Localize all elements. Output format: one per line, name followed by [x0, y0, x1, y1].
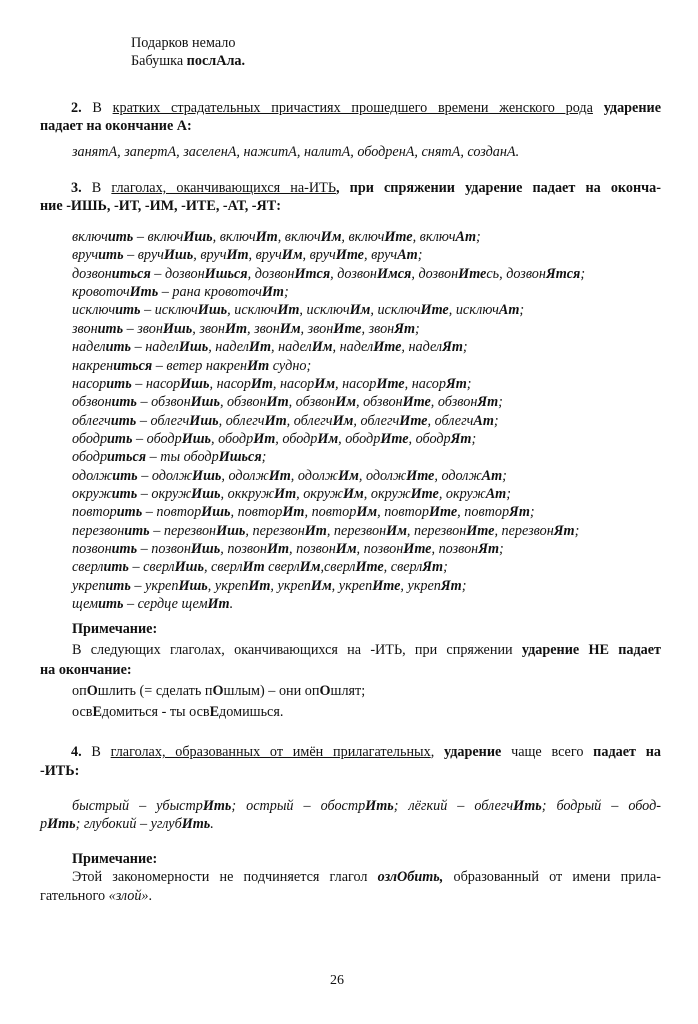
stressed-ending: Ите [333, 320, 362, 337]
verb-text: ; [502, 467, 507, 484]
verb-text: ободр [72, 449, 108, 466]
stressed-ending: Ите [373, 339, 402, 356]
verb-text: , облегч [218, 412, 265, 429]
verb-text: , надел [208, 339, 249, 356]
verb-text: , дозвон [247, 265, 295, 282]
verb-example-line [72, 577, 466, 595]
stressed-ending: Ит [274, 485, 297, 502]
stressed-ending: Ишь [162, 320, 193, 337]
verb-text: накрен [72, 357, 114, 374]
verb-text: перезвон [72, 522, 125, 539]
note-1-example-1: опОшлить (= сделать пОшлым) – они опОшлят; [72, 683, 366, 699]
stressed-ending: Ит [250, 375, 273, 392]
verb-text: ; [443, 559, 448, 576]
stressed-ending: Ит [253, 430, 276, 447]
stressed-ending: Им [314, 375, 336, 392]
verb-text: обзвон [72, 394, 112, 411]
stressed-ending: Ишь [201, 504, 231, 521]
rule-2-line-2: падает на окончание А: [40, 118, 192, 134]
stressed-ending: Ит [226, 247, 249, 264]
verb-text: повтор [72, 504, 117, 521]
verb-text: , исключ [370, 302, 421, 319]
verb-example-line [72, 375, 472, 393]
stressed-ending: Ишь [190, 541, 221, 557]
stressed-ending: ить [107, 430, 133, 447]
verb-text: – рана кровоточ [158, 284, 262, 301]
stressed-ending: Ит [207, 596, 230, 612]
verb-text: укреп [72, 577, 106, 594]
verb-text: , насор [209, 375, 251, 392]
stressed-ending: Ите [376, 375, 405, 392]
stressed-ending: Ишь [178, 339, 209, 356]
stressed-ending: Им [279, 320, 301, 337]
stressed-ending: ить [111, 541, 138, 557]
verb-text: ; [462, 339, 468, 356]
stressed-ending: Им [332, 412, 354, 429]
stressed-ending: Ишь [163, 247, 194, 264]
verb-text: , исключ [448, 302, 499, 319]
stressed-ending: ить [110, 412, 137, 429]
stressed-ending: ить [116, 504, 143, 521]
stressed-ending: Ятся [545, 265, 581, 282]
stressed-ending: Им [349, 302, 371, 319]
stressed-ending: Ите [380, 430, 409, 447]
stressed-ending: Им [356, 504, 378, 521]
verb-text: ; [493, 412, 499, 429]
verb-text: , сверл [203, 559, 243, 576]
verb-text: , перезвон [406, 522, 467, 539]
verb-text: – сердце щем [123, 596, 208, 612]
verb-text: , вруч [363, 247, 398, 264]
stressed-ending: Ите [403, 541, 432, 557]
stressed-ending: Ит [304, 522, 327, 539]
rule-2-examples: занятА, запертА, заселенА, нажитА, налитА, ободренА, снятА, созданА. [72, 144, 520, 160]
verb-text: ; [580, 265, 586, 282]
stressed-ending: Ите [420, 302, 449, 319]
verb-example-line [72, 301, 524, 319]
rule-4-examples-2: рИть; глубокий – углубИть. [40, 816, 214, 832]
stressed-ending: Ит [248, 339, 271, 356]
note-2-line-1: Этой закономерности не подчиняется глагол озлОбить, образованный от имени прила- [72, 869, 661, 885]
stressed-ending: Им [281, 247, 303, 264]
verb-text: щем [72, 596, 99, 612]
stressed-ending: Ите [428, 504, 458, 521]
poem-line-1: Подарков немало [131, 35, 236, 51]
stressed-ending: Ят [450, 430, 472, 447]
verb-text: одолж [72, 467, 113, 484]
rule-2-line-1: 2. В кратких страдательных причастиях прошедшего времени женского рода ударение [71, 100, 661, 116]
stressed-ending: ить [112, 467, 138, 484]
stressed-ending: Ите [406, 467, 435, 484]
stressed-ending: Им [317, 430, 339, 447]
stressed-ending: Ят [553, 522, 575, 539]
verb-text: – ветер накрен [152, 357, 248, 374]
verb-text: , одолж [221, 467, 269, 484]
verb-text: – повтор [142, 504, 202, 521]
verb-text: , укреп [270, 577, 311, 594]
stressed-ending: Ит [255, 229, 278, 245]
verb-text: , позвон [431, 541, 479, 557]
verb-text: – обзвон [136, 394, 191, 411]
verb-text: – перезвон [149, 522, 217, 539]
stressed-ending: Ите [458, 265, 487, 282]
stressed-ending: Ите [335, 247, 364, 264]
verb-text: , вруч [193, 247, 227, 264]
note-2-line-2: гательного «злой». [40, 888, 153, 904]
stressed-ending: Ишь [183, 229, 213, 245]
verb-text: ; [574, 522, 580, 539]
stressed-ending: иться [111, 265, 151, 282]
verb-text: , обзвон [430, 394, 478, 411]
stressed-ending: Ат [485, 485, 507, 502]
stressed-ending: иться [107, 449, 147, 466]
stressed-ending: Имся [376, 265, 412, 282]
verb-text: – сверл [128, 559, 175, 576]
verb-text: ; [529, 504, 535, 521]
verb-text: – укреп [130, 577, 179, 594]
stressed-ending: ить [105, 339, 132, 356]
stressed-ending: иться [113, 357, 153, 374]
verb-text: , звон [361, 320, 395, 337]
stressed-ending: Ите [466, 522, 495, 539]
verb-text: ободр [72, 430, 108, 447]
stressed-ending: Ишь [192, 467, 222, 484]
verb-text: ; [499, 541, 504, 557]
verb-text: , насор [335, 375, 377, 392]
note-1-line-2: на окончание: [40, 662, 132, 678]
verb-text: ; [261, 449, 267, 466]
stressed-ending: ить [107, 229, 134, 245]
verb-text: – облегч [136, 412, 190, 429]
verb-example-line [72, 448, 266, 466]
verb-text: ; [498, 394, 503, 411]
verb-text: , перезвон [245, 522, 305, 539]
stressed-ending: Ят [442, 339, 463, 356]
verb-text: сверл [72, 559, 104, 576]
verb-text: ; [283, 284, 289, 301]
verb-text: , облегч [427, 412, 474, 429]
note-2-heading: Примечание: [72, 851, 158, 867]
stressed-ending: Ить [129, 284, 159, 301]
verb-example-line [72, 467, 507, 485]
verb-text: , укреп [400, 577, 441, 594]
stressed-ending: Ят [440, 577, 462, 594]
verb-example-line [72, 503, 535, 521]
verb-text: кровоточ [72, 284, 130, 301]
note-1-example-2: освЕдомиться - ты освЕдомишься. [72, 704, 284, 720]
verb-text: , звон [300, 320, 334, 337]
verb-text: , позвон [289, 541, 336, 557]
stressed-ending: Ишь [191, 485, 221, 502]
poem-line-2: Бабушка послАла. [131, 53, 246, 69]
verb-example-line [72, 595, 233, 613]
stressed-ending: Ите [355, 559, 384, 576]
verb-text: дозвон [72, 265, 112, 282]
verb-text: , окруж [438, 485, 486, 502]
stressed-ending: Ишь [189, 412, 219, 429]
verb-text: , исключ [227, 302, 278, 319]
stressed-ending: Ится [294, 265, 331, 282]
stressed-ending: ить [111, 485, 138, 502]
verb-text: , повтор [304, 504, 357, 521]
verb-text: , надел [401, 339, 443, 356]
verb-example-line [72, 357, 311, 375]
verb-text: – звон [123, 320, 163, 337]
verb-example-line [72, 246, 422, 264]
stressed-ending: Ят [509, 504, 530, 521]
stressed-ending: Ишь [174, 559, 204, 576]
verb-text: , дозвон [411, 265, 459, 282]
verb-text: ; [466, 375, 472, 392]
verb-text: , надел [271, 339, 312, 356]
verb-text: ; [471, 430, 477, 447]
verb-text: ; [417, 247, 423, 264]
verb-text: , позвон [356, 541, 404, 557]
rule-3-line-2: ние -ИШЬ, -ИТ, -ИМ, -ИТЕ, -АТ, -ЯТ: [40, 198, 281, 214]
note-1-heading: Примечание: [72, 621, 158, 637]
stressed-ending: Ят [394, 320, 416, 337]
verb-text: , звон [247, 320, 280, 337]
stressed-ending: Ит [247, 357, 270, 374]
stressed-ending: ить [115, 302, 141, 319]
verb-text: , обзвон [288, 394, 336, 411]
stressed-ending: Ишь [197, 302, 228, 319]
verb-example-line [72, 558, 448, 576]
verb-text: включ [72, 229, 108, 245]
stressed-ending: ить [124, 522, 150, 539]
verb-example-line [72, 540, 504, 558]
verb-text: – окруж [137, 485, 192, 502]
stressed-ending: ить [111, 394, 137, 411]
stressed-ending: Ят [478, 541, 500, 557]
stressed-ending: Ат [397, 247, 418, 264]
verb-text: , одолж [434, 467, 482, 484]
verb-text: , вруч [248, 247, 282, 264]
verb-text: позвон [72, 541, 112, 557]
stressed-ending: Ите [384, 229, 413, 245]
verb-text: , повтор [377, 504, 429, 521]
verb-text: , ободр [408, 430, 451, 447]
verb-example-line [72, 338, 468, 356]
verb-text: , насор [272, 375, 315, 392]
verb-example-line [72, 522, 579, 540]
verb-text: исключ [72, 302, 116, 319]
rule-4-line-2: -ИТЬ: [40, 763, 80, 779]
stressed-ending: Ат [473, 412, 494, 429]
verb-text: – надел [131, 339, 179, 356]
stressed-ending: ить [106, 375, 132, 392]
verb-text: ; [506, 485, 511, 502]
verb-text: ,сверл [320, 559, 356, 576]
stressed-ending: ить [97, 320, 124, 337]
stressed-ending: Им [338, 467, 359, 484]
verb-text: , ободр [338, 430, 381, 447]
stressed-ending: Им [335, 541, 357, 557]
verb-text: , повтор [230, 504, 283, 521]
stressed-ending: Ат [455, 229, 477, 245]
stressed-ending: Им [386, 522, 407, 539]
verb-text: облегч [72, 412, 111, 429]
verb-text: насор [72, 375, 107, 392]
page-number: 26 [330, 973, 344, 988]
verb-text: окруж [72, 485, 112, 502]
stressed-ending: Ит [224, 320, 248, 337]
stressed-ending: Ите [410, 485, 439, 502]
verb-text: , исключ [299, 302, 350, 319]
verb-example-line [72, 485, 511, 503]
verb-text: , облегч [353, 412, 400, 429]
stressed-ending: Ит [266, 541, 290, 557]
stressed-ending: Ят [477, 394, 499, 411]
stressed-ending: ить [103, 559, 129, 576]
stressed-ending: Ишь [180, 375, 210, 392]
verb-example-line [72, 393, 503, 411]
verb-text: , повтор [457, 504, 510, 521]
verb-text: , окруж [363, 485, 411, 502]
verb-text: , включ [412, 229, 456, 245]
stressed-ending: Им [310, 577, 332, 594]
verb-example-line [72, 228, 481, 246]
verb-text: , ободр [275, 430, 318, 447]
stressed-ending: Ишь [178, 577, 208, 594]
stressed-ending: Ишься [204, 265, 248, 282]
verb-text: – одолж [137, 467, 193, 484]
verb-text: , одолж [358, 467, 407, 484]
stressed-ending: Ите [372, 577, 401, 594]
verb-text: , обзвон [355, 394, 403, 411]
verb-text: – исключ [140, 302, 198, 319]
verb-text: ; [415, 320, 420, 337]
verb-text: сь, дозвон [486, 265, 546, 282]
stressed-ending: Им [320, 229, 342, 245]
stressed-ending: Ит [242, 559, 265, 576]
stressed-ending: Ат [481, 467, 503, 484]
verb-text: , перезвон [326, 522, 387, 539]
verb-text: – включ [133, 229, 184, 245]
verb-text: надел [72, 339, 106, 356]
stressed-ending: Ишься [218, 449, 262, 466]
verb-text: , сверл [383, 559, 423, 576]
verb-text: , обзвон [219, 394, 267, 411]
note-1-line-1: В следующих глаголах, оканчивающихся на -ИТЬ, при спряжении ударение НЕ падает [72, 642, 662, 658]
stressed-ending: Ит [261, 284, 284, 301]
verb-example-line [72, 283, 289, 301]
verb-example-line [72, 320, 420, 338]
verb-text: , облегч [286, 412, 333, 429]
verb-text: – ты ободр [146, 449, 219, 466]
stressed-ending: ить [98, 247, 124, 264]
verb-text: , ободр [211, 430, 254, 447]
stressed-ending: Ите [399, 412, 428, 429]
stressed-ending: Ит [282, 504, 305, 521]
rule-4-examples-1: быстрый – убыстрИть; острый – обострИть; лёгкий – облегчИть; бодрый – обод- [72, 798, 661, 814]
stressed-ending: Ит [266, 394, 289, 411]
verb-text: , звон [192, 320, 225, 337]
stressed-ending: Ишь [181, 430, 212, 447]
verb-text: сверл [264, 559, 300, 576]
stressed-ending: Ят [445, 375, 467, 392]
stressed-ending: Ишь [190, 394, 220, 411]
stressed-ending: Ит [248, 577, 271, 594]
verb-text: , включ [277, 229, 321, 245]
verb-example-line [72, 430, 476, 448]
verb-text: – ободр [132, 430, 182, 447]
stressed-ending: Ят [422, 559, 444, 576]
stressed-ending: Ит [268, 467, 291, 484]
rule-4-line-1: 4. В глаголах, образованных от имён прилагательных, ударение чаще всего падает на [71, 744, 661, 760]
stressed-ending: Ишь [216, 522, 246, 539]
verb-example-line [72, 265, 585, 283]
verb-text: , вруч [302, 247, 336, 264]
verb-text: – позвон [137, 541, 191, 557]
stressed-ending: Им [342, 485, 364, 502]
verb-text: , включ [341, 229, 385, 245]
rule-3-line-1: 3. В глаголах, оканчивающихся на-ИТЬ, при спряжении ударение падает на оконча- [71, 180, 662, 196]
verb-text: , перезвон [494, 522, 554, 539]
verb-text: , дозвон [330, 265, 377, 282]
stressed-ending: Им [311, 339, 333, 356]
stressed-ending: Ите [402, 394, 431, 411]
stressed-ending: ить [105, 577, 131, 594]
verb-text: ; [476, 229, 481, 245]
verb-text: ; [519, 302, 525, 319]
verb-text: – вруч [123, 247, 164, 264]
stressed-ending: Ит [277, 302, 300, 319]
verb-text: – насор [131, 375, 181, 392]
stressed-ending: Им [299, 559, 321, 576]
verb-text: , оккруж [220, 485, 275, 502]
verb-example-line [72, 412, 499, 430]
verb-text: , позвон [220, 541, 267, 557]
verb-text: , включ [212, 229, 256, 245]
verb-text: , укреп [331, 577, 373, 594]
verb-text: звон [72, 320, 98, 337]
stressed-ending: Им [335, 394, 356, 411]
verb-text: вруч [72, 247, 99, 264]
verb-text: . [229, 596, 234, 612]
verb-text: ; [461, 577, 467, 594]
verb-text: , надел [332, 339, 374, 356]
verb-text: , окруж [296, 485, 343, 502]
verb-text: , укреп [207, 577, 249, 594]
verb-text: , одолж [290, 467, 339, 484]
verb-text: , насор [404, 375, 446, 392]
verb-text: судно; [269, 357, 312, 374]
stressed-ending: ить [98, 596, 124, 612]
verb-text: – дозвон [150, 265, 205, 282]
stressed-ending: Ит [264, 412, 287, 429]
stressed-ending: Ат [498, 302, 520, 319]
